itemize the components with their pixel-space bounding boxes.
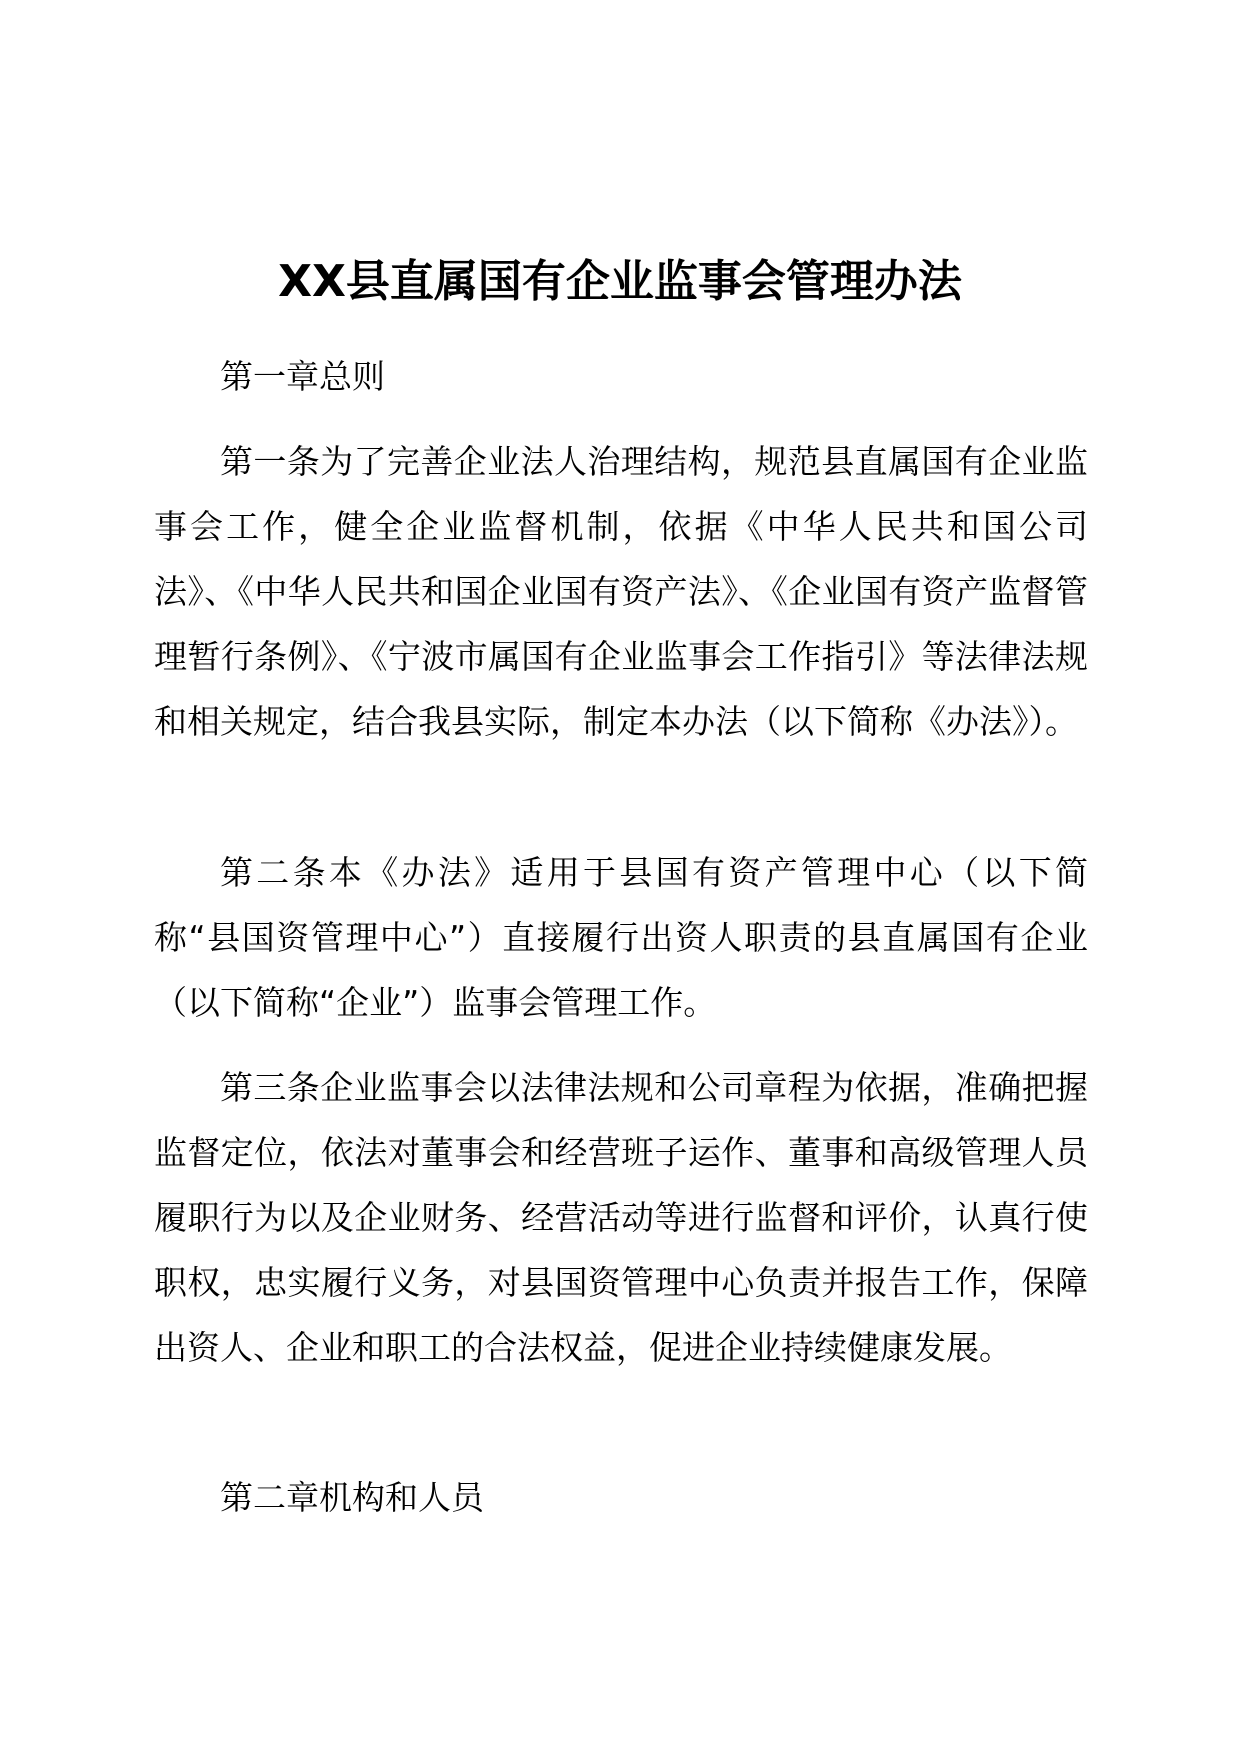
article-3-paragraph: 第三条企业监事会以法律法规和公司章程为依据，准确把握监督定位，依法对董事会和经营班子运作、董事和高级管理人员履职行为以及企业财务、经营活动等进行监督和评价，认真行使职权，忠实履行义务，对县国资管理中心负责并报告工作，保障出资人、企业和职工的合法权益，促进企业持续健康发展。 <box>154 1068 1088 1367</box>
article-1-paragraph: 第一条为了完善企业法人治理结构，规范县直属国有企业监事会工作，健全企业监督机制，依据《中华人民共和国公司法》、《中华人民共和国企业国有资产法》、《企业国有资产监督管理暂行条例》、《宁波市属国有企业监事会工作指引》等法律法规和相关规定，结合我县实际，制定本办法（以下简称《办法》）。 <box>154 442 1088 741</box>
chapter-1-heading: 第一章总则 <box>220 357 385 396</box>
document-title: XX县直属国有企业监事会管理办法 <box>278 256 962 307</box>
article-2-paragraph: 第二条本《办法》适用于县国有资产管理中心（以下简称“县国资管理中心”）直接履行出资人职责的县直属国有企业（以下简称“企业”）监事会管理工作。 <box>154 853 1088 1022</box>
chapter-2-heading: 第二章机构和人员 <box>220 1478 484 1517</box>
